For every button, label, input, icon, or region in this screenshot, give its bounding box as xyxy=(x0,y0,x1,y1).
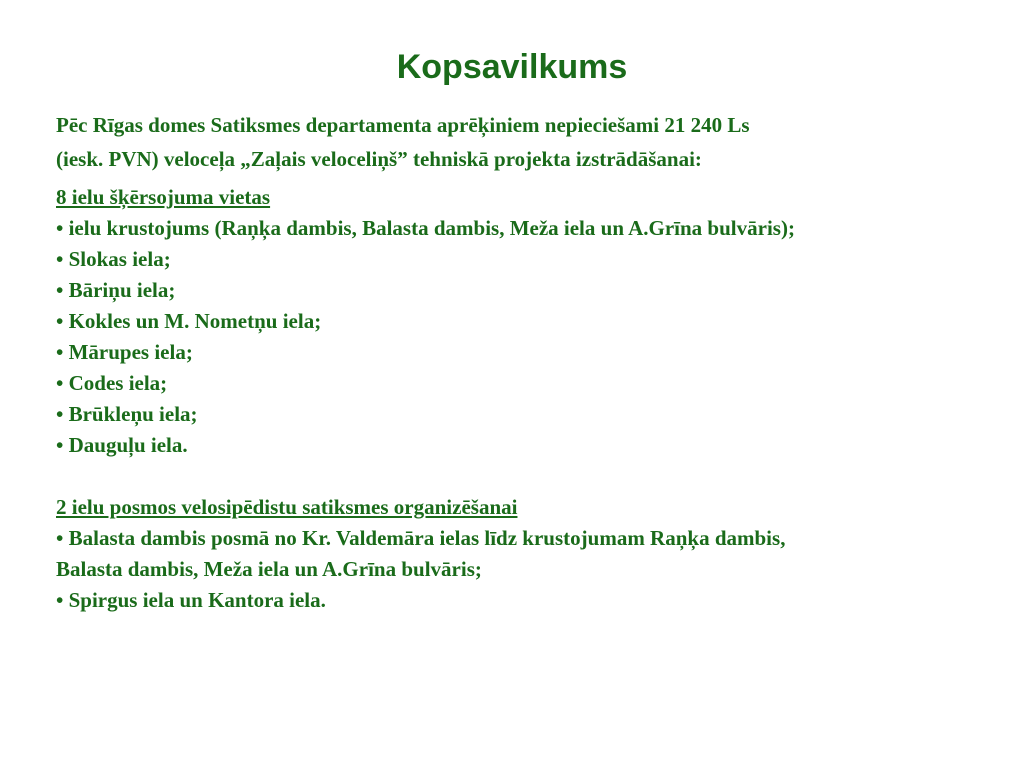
list-item: • Kokles un M. Nometņu iela; xyxy=(56,309,322,333)
slide-title: Kopsavilkums xyxy=(396,48,628,86)
list-item: • Mārupes iela; xyxy=(56,340,193,364)
list-item: • Balasta dambis posmā no Kr. Valdemāra ielas līdz krustojumam Raņķa dambis, xyxy=(56,526,786,550)
list-item: • Codes iela; xyxy=(56,371,168,395)
list-item: • Brūkleņu iela; xyxy=(56,402,198,426)
intro-line-1: Pēc Rīgas domes Satiksmes departamenta aprēķiniem nepieciešami 21 240 Ls xyxy=(56,113,750,137)
intro-paragraph xyxy=(56,108,996,176)
slide-body xyxy=(56,108,996,616)
section-street-segments-heading: 2 ielu posmos velosipēdistu satiksmes organizēšanai xyxy=(56,495,518,519)
section-crossings xyxy=(56,182,996,461)
section-street-segments xyxy=(56,492,996,616)
section-spacer xyxy=(56,461,996,492)
intro-line-2: (iesk. PVN) veloceļa „Zaļais veloceliņš” tehniskā projekta izstrādāšanai: xyxy=(56,147,702,171)
list-item: • Slokas iela; xyxy=(56,247,171,271)
list-item: • Dauguļu iela. xyxy=(56,433,188,457)
list-item: • ielu krustojums (Raņķa dambis, Balasta dambis, Meža iela un A.Grīna bulvāris); xyxy=(56,216,795,240)
list-item: • Spirgus iela un Kantora iela. xyxy=(56,588,326,612)
section-crossings-heading: 8 ielu šķērsojuma vietas xyxy=(56,185,271,209)
list-item: • Bāriņu iela; xyxy=(56,278,176,302)
list-item: Balasta dambis, Meža iela un A.Grīna bulvāris; xyxy=(56,557,482,581)
